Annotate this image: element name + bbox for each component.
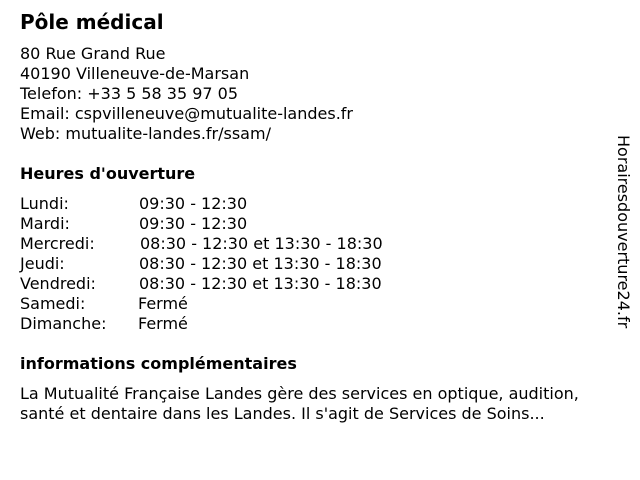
hours-time: 09:30 - 12:30 [139, 214, 248, 233]
site-watermark [611, 135, 633, 345]
hours-time: Fermé [138, 314, 188, 333]
info-description [20, 384, 620, 424]
hours-time: 09:30 - 12:30 [139, 194, 248, 213]
address-web: Web: mutualite-landes.fr/ssam/ [20, 124, 271, 143]
info-line: santé et dentaire dans les Landes. Il s'agit de Services de Soins... [20, 404, 545, 423]
hours-time: 08:30 - 12:30 et 13:30 - 18:30 [139, 254, 382, 273]
address-phone: Telefon: +33 5 58 35 97 05 [20, 84, 239, 103]
address-street: 80 Rue Grand Rue [20, 44, 166, 63]
address-email: Email: cspvilleneuve@mutualite-landes.fr [20, 104, 353, 123]
address-city: 40190 Villeneuve-de-Marsan [20, 64, 250, 83]
hours-row-tuesday [20, 214, 440, 234]
hours-row-thursday [20, 254, 440, 274]
hours-row-sunday [20, 314, 440, 334]
watermark-text: Horairesdouverture24.fr [614, 135, 633, 329]
hours-time: Fermé [138, 294, 188, 313]
page-title: Pôle médical [20, 10, 164, 34]
hours-day: Mardi: [20, 214, 70, 233]
info-heading: informations complémentaires [20, 354, 297, 373]
hours-row-saturday [20, 294, 440, 314]
hours-time: 08:30 - 12:30 et 13:30 - 18:30 [140, 234, 383, 253]
hours-day: Mercredi: [20, 234, 95, 253]
hours-table [20, 194, 440, 334]
hours-day: Samedi: [20, 294, 86, 313]
info-line: La Mutualité Française Landes gère des services en optique, audition, [20, 384, 579, 403]
hours-day: Vendredi: [20, 274, 96, 293]
address-block [20, 44, 353, 144]
hours-row-monday [20, 194, 440, 214]
hours-day: Dimanche: [20, 314, 107, 333]
hours-row-friday [20, 274, 440, 294]
hours-row-wednesday [20, 234, 440, 254]
hours-time: 08:30 - 12:30 et 13:30 - 18:30 [139, 274, 382, 293]
hours-day: Lundi: [20, 194, 69, 213]
hours-heading: Heures d'ouverture [20, 164, 196, 183]
hours-day: Jeudi: [20, 254, 65, 273]
